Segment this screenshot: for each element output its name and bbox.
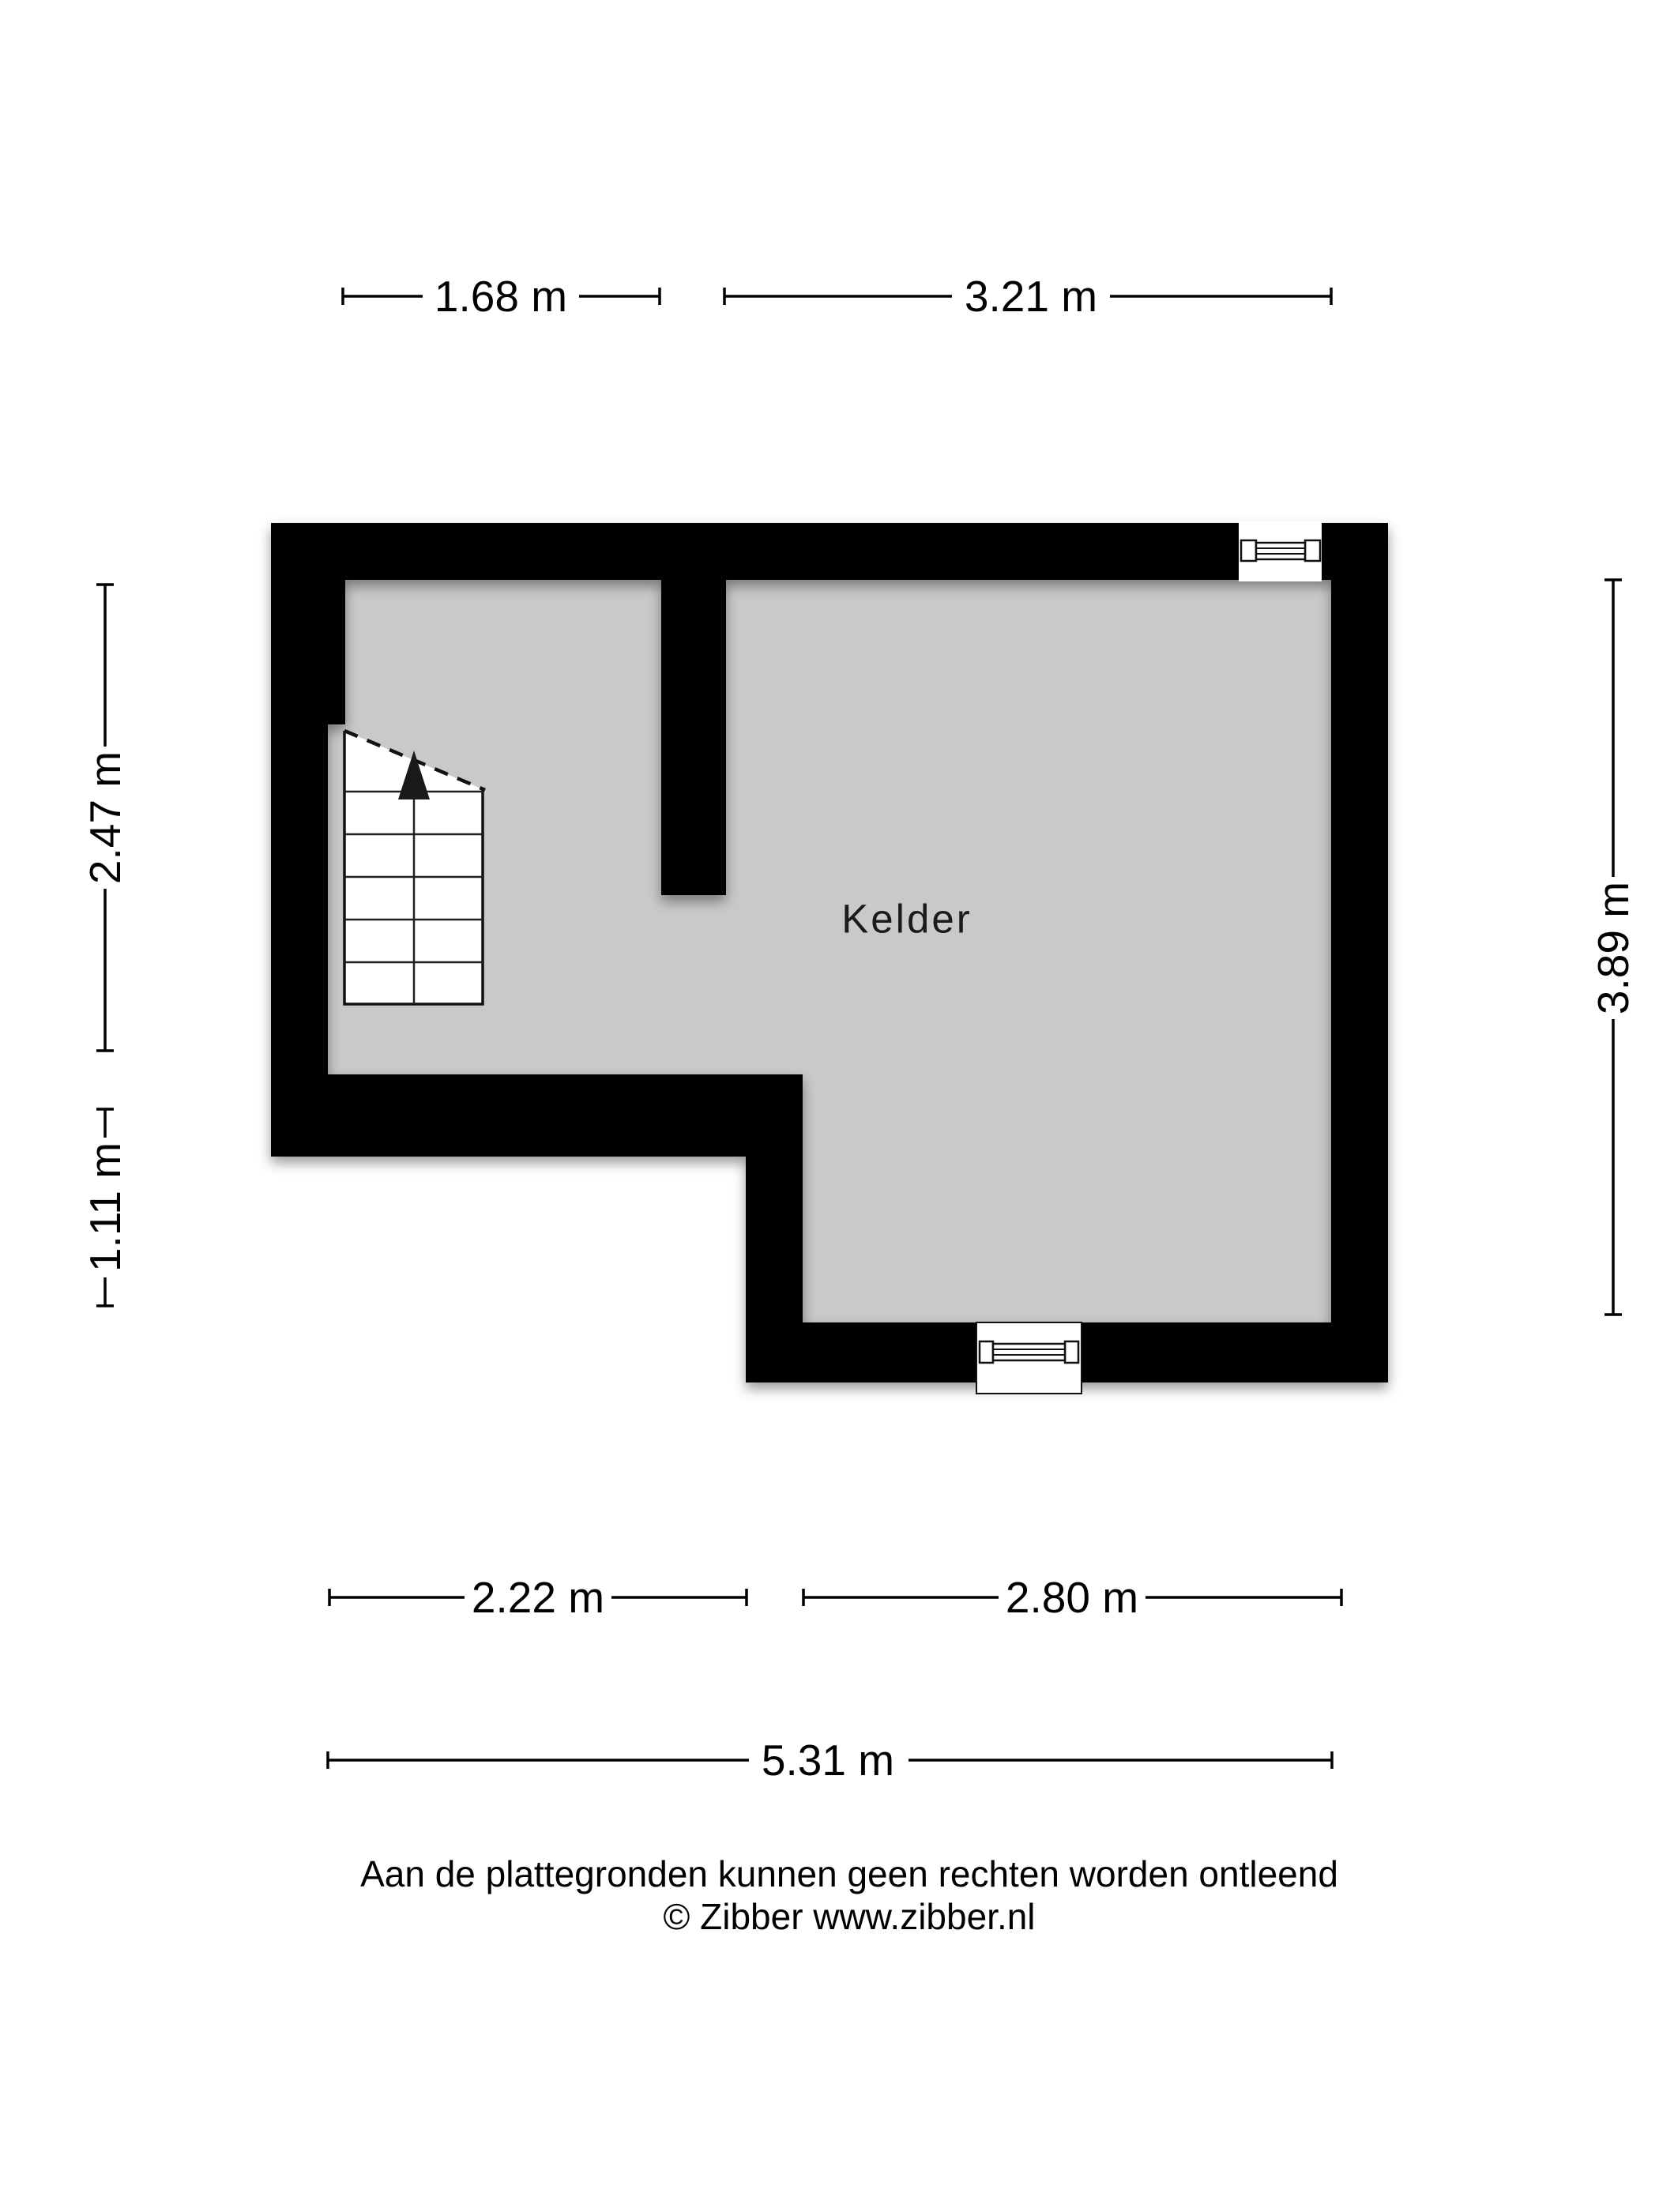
window-bottom [976,1322,1082,1394]
dimension-bottom-left [329,1573,747,1622]
wall-right [1331,523,1388,1382]
dim-label-bottom-left: 2.22 m [471,1573,605,1622]
dimension-top-right [724,272,1331,321]
dimension-top-left [343,272,660,321]
dim-label-bottom-overall: 5.31 m [761,1736,895,1785]
dim-label-left-upper: 2.47 m [81,750,130,885]
dimension-bottom-overall [328,1736,1332,1785]
dim-label-top-left: 1.68 m [434,272,568,321]
wall-top [271,523,1388,580]
wall-left-upper [271,523,345,724]
footer-copyright: © Zibber www.zibber.nl [663,1896,1036,1937]
dimension-right [1589,580,1638,1315]
wall-partition [661,523,726,895]
room-label: Kelder [841,896,972,942]
dim-label-bottom-right: 2.80 m [1005,1573,1139,1622]
window-top [1239,521,1322,581]
footer-disclaimer: Aan de plattegronden kunnen geen rechten worden ontleend [360,1853,1338,1894]
wall-step-horizontal [271,1074,803,1157]
dim-label-left-lower: 1.11 m [81,1142,130,1273]
dimension-left-lower [81,1109,130,1306]
dim-label-right: 3.89 m [1589,881,1638,1015]
dimension-bottom-right [803,1573,1341,1622]
dim-label-top-right: 3.21 m [964,272,1098,321]
dimension-left-upper [81,585,130,1051]
